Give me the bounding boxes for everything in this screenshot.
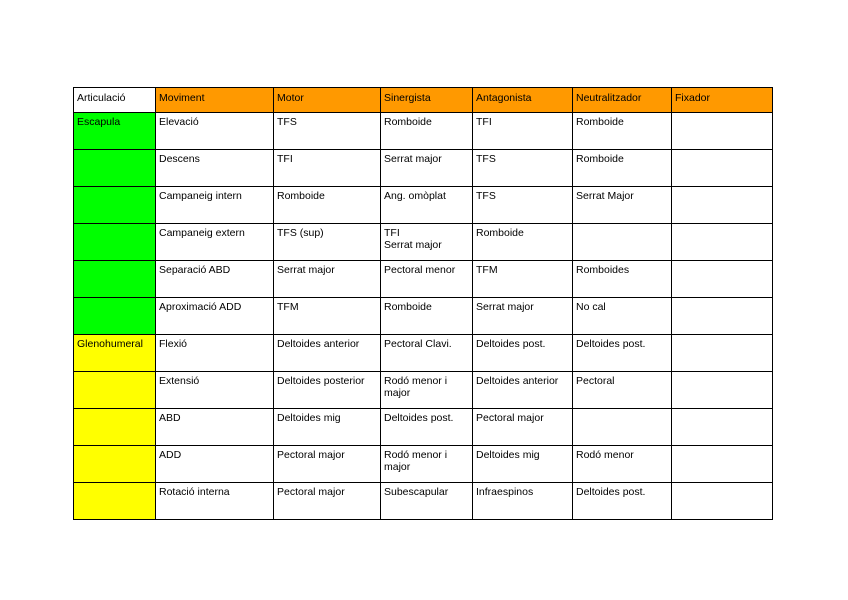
cell-articulacio: Glenohumeral xyxy=(74,335,156,372)
table-row xyxy=(74,483,773,520)
cell-sinergista: Serrat major xyxy=(381,150,473,187)
cell-motor: Deltoides mig xyxy=(274,409,381,446)
header-antagonista: Antagonista xyxy=(473,88,573,113)
cell-articulacio xyxy=(74,483,156,520)
cell-articulacio xyxy=(74,298,156,335)
cell-motor: Pectoral major xyxy=(274,483,381,520)
cell-moviment: Descens xyxy=(156,150,274,187)
cell-neutralitzador: Romboides xyxy=(573,261,672,298)
header-articulacio: Articulació xyxy=(74,88,156,113)
cell-articulacio xyxy=(74,446,156,483)
cell-motor: TFM xyxy=(274,298,381,335)
cell-motor: TFS (sup) xyxy=(274,224,381,261)
header-neutralitzador: Neutralitzador xyxy=(573,88,672,113)
table-row xyxy=(74,335,773,372)
table-row xyxy=(74,113,773,150)
cell-articulacio: Escapula xyxy=(74,113,156,150)
cell-neutralitzador: Deltoides post. xyxy=(573,335,672,372)
cell-antagonista: TFS xyxy=(473,150,573,187)
cell-sinergista: Pectoral Clavi. xyxy=(381,335,473,372)
cell-neutralitzador: Serrat Major xyxy=(573,187,672,224)
header-fixador: Fixador xyxy=(672,88,773,113)
cell-antagonista: Deltoides anterior xyxy=(473,372,573,409)
cell-sinergista: Rodó menor i major xyxy=(381,446,473,483)
cell-motor: Deltoides posterior xyxy=(274,372,381,409)
cell-antagonista: TFM xyxy=(473,261,573,298)
cell-fixador xyxy=(672,483,773,520)
cell-fixador xyxy=(672,187,773,224)
cell-antagonista: Pectoral major xyxy=(473,409,573,446)
cell-fixador xyxy=(672,261,773,298)
cell-moviment: Elevació xyxy=(156,113,274,150)
table-row xyxy=(74,187,773,224)
cell-articulacio xyxy=(74,409,156,446)
cell-fixador xyxy=(672,372,773,409)
cell-neutralitzador xyxy=(573,224,672,261)
cell-motor: Romboide xyxy=(274,187,381,224)
cell-sinergista: Deltoides post. xyxy=(381,409,473,446)
cell-moviment: ABD xyxy=(156,409,274,446)
cell-sinergista: Ang. omòplat xyxy=(381,187,473,224)
cell-neutralitzador: Romboide xyxy=(573,150,672,187)
cell-sinergista: Romboide xyxy=(381,298,473,335)
cell-antagonista: Infraespinos xyxy=(473,483,573,520)
cell-antagonista: TFS xyxy=(473,187,573,224)
table-row xyxy=(74,409,773,446)
muscle-table xyxy=(73,87,773,520)
cell-moviment: ADD xyxy=(156,446,274,483)
cell-sinergista: TFI Serrat major xyxy=(381,224,473,261)
cell-neutralitzador xyxy=(573,409,672,446)
cell-fixador xyxy=(672,298,773,335)
cell-neutralitzador: No cal xyxy=(573,298,672,335)
cell-sinergista: Pectoral menor xyxy=(381,261,473,298)
table-row xyxy=(74,446,773,483)
cell-motor: Pectoral major xyxy=(274,446,381,483)
cell-motor: TFI xyxy=(274,150,381,187)
cell-moviment: Aproximació ADD xyxy=(156,298,274,335)
table-row xyxy=(74,261,773,298)
cell-moviment: Separació ABD xyxy=(156,261,274,298)
cell-antagonista: Serrat major xyxy=(473,298,573,335)
header-sinergista: Sinergista xyxy=(381,88,473,113)
table-row xyxy=(74,224,773,261)
cell-antagonista: TFI xyxy=(473,113,573,150)
cell-fixador xyxy=(672,150,773,187)
table-body xyxy=(74,113,773,520)
cell-moviment: Flexió xyxy=(156,335,274,372)
cell-articulacio xyxy=(74,372,156,409)
cell-antagonista: Deltoides post. xyxy=(473,335,573,372)
cell-motor: Serrat major xyxy=(274,261,381,298)
cell-neutralitzador: Deltoides post. xyxy=(573,483,672,520)
cell-neutralitzador: Pectoral xyxy=(573,372,672,409)
cell-neutralitzador: Romboide xyxy=(573,113,672,150)
cell-articulacio xyxy=(74,224,156,261)
cell-moviment: Campaneig extern xyxy=(156,224,274,261)
cell-moviment: Extensió xyxy=(156,372,274,409)
cell-motor: TFS xyxy=(274,113,381,150)
cell-antagonista: Deltoides mig xyxy=(473,446,573,483)
cell-motor: Deltoides anterior xyxy=(274,335,381,372)
cell-fixador xyxy=(672,409,773,446)
cell-antagonista: Romboide xyxy=(473,224,573,261)
cell-sinergista: Rodó menor i major xyxy=(381,372,473,409)
cell-fixador xyxy=(672,446,773,483)
cell-sinergista: Subescapular xyxy=(381,483,473,520)
table-row xyxy=(74,372,773,409)
cell-articulacio xyxy=(74,261,156,298)
cell-neutralitzador: Rodó menor xyxy=(573,446,672,483)
table-row xyxy=(74,150,773,187)
header-row xyxy=(74,88,773,113)
cell-articulacio xyxy=(74,187,156,224)
header-motor: Motor xyxy=(274,88,381,113)
cell-sinergista: Romboide xyxy=(381,113,473,150)
cell-articulacio xyxy=(74,150,156,187)
cell-fixador xyxy=(672,335,773,372)
cell-moviment: Campaneig intern xyxy=(156,187,274,224)
table-row xyxy=(74,298,773,335)
cell-fixador xyxy=(672,224,773,261)
cell-moviment: Rotació interna xyxy=(156,483,274,520)
header-moviment: Moviment xyxy=(156,88,274,113)
cell-fixador xyxy=(672,113,773,150)
